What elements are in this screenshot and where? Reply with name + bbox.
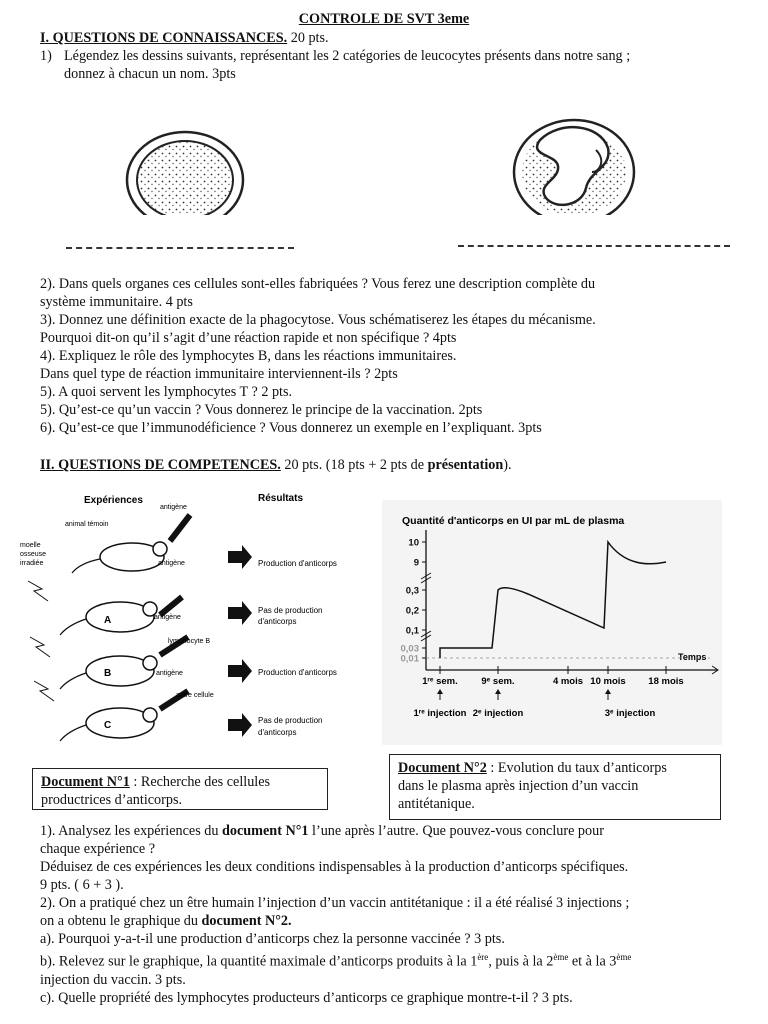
y-tick-label: 10 (408, 537, 419, 549)
label-lymphocyte-b: lymphocyte B (168, 638, 211, 645)
text: , puis à la 2 (488, 953, 554, 970)
part2-q1-line3: Déduisez de ces expériences les deux conditions indispensables à la production d’anticorps spécifiques. (40, 859, 629, 875)
injection-label: 1ʳᵉ injection (413, 708, 467, 719)
y-tick-label: 0,03 (400, 643, 419, 655)
label-line-left (66, 247, 294, 249)
label-line-right (458, 245, 730, 247)
part2-q2-line2 (40, 912, 760, 930)
document2-caption-title: Document N°2 (398, 760, 487, 776)
section1-points: 20 pts. (287, 30, 329, 46)
question-line: 4). Expliquez le rôle des lymphocytes B, dans les réactions immunitaires. (40, 348, 457, 364)
result-4-line1: Pas de production (258, 716, 323, 725)
part2-q1-line4: 9 pts. ( 6 + 3 ). (40, 877, 124, 893)
lymphocyte-drawing (127, 132, 243, 215)
result-3: Production d'anticorps (258, 668, 337, 677)
x-tick-label: 10 mois (590, 676, 626, 687)
question-line: 5). Qu’est-ce qu’un vaccin ? Vous donnerez le principe de la vaccination. 2pts (40, 402, 483, 418)
y-tick-label: 9 (413, 557, 419, 569)
y-tick-label: 0,1 (405, 625, 419, 637)
questions-list (40, 275, 740, 437)
question-line: 5). A quoi servent les lymphocytes T ? 2 pts. (40, 384, 293, 400)
part2-qa: a). Pourquoi y-a-t-il une production d’anticorps chez la personne vaccinée ? 3 pts. (40, 931, 505, 947)
document1-figure (20, 485, 365, 755)
chart-title: Quantité d'anticorps en UI par mL de plasma (402, 515, 625, 527)
question-1 (40, 47, 730, 83)
text: b). Relevez sur le graphique, la quantité maximale d’anticorps produits à la 1 (40, 953, 478, 970)
label-antigene-top: antigène (160, 504, 187, 511)
x-tick-label: 18 mois (648, 676, 684, 687)
label-moelle-1: moelle (20, 542, 41, 549)
part2-q1-line1 (40, 822, 760, 840)
page-title: CONTROLE DE SVT 3eme (298, 11, 470, 27)
text-bold: document N°2. (201, 913, 292, 929)
part2-qb-line1 (40, 948, 760, 971)
label-antigene-3: antigène (156, 670, 183, 677)
y-tick-label: 0,01 (400, 653, 419, 665)
document1-caption-text: : Recherche des cellules (129, 774, 271, 790)
y-tick-label: 0,3 (405, 585, 419, 597)
label-moelle-3: irradiée (20, 560, 44, 567)
document2-caption-line3: antitétanique. (398, 796, 475, 812)
part2-q1-line2: chaque expérience ? (40, 841, 155, 857)
granulocyte-drawing (514, 120, 634, 215)
label-animal-temoin: animal témoin (65, 521, 109, 528)
part2-qc: c). Quelle propriété des lymphocytes producteurs d’anticorps ce graphique montre-t-il ? 3 pts. (40, 989, 573, 1006)
part2-q2-line1: 2). On a pratiqué chez un être humain l’injection d’un vaccin antitétanique : il a été réalisé 3 injections ; (40, 895, 630, 911)
label-antigene-1: antigène (158, 560, 185, 567)
injection-label: 3ᵉ injection (604, 708, 656, 719)
irradiation-symbol (28, 581, 48, 601)
leucocyte-drawings (0, 110, 768, 215)
x-tick-label: 9ᵉ sem. (481, 676, 515, 687)
question-1-line1: Légendez les dessins suivants, représentant les 2 catégories de leucocytes présents dans notre sang ; (64, 48, 631, 64)
document1-caption-line2: productrices d’anticorps. (41, 792, 183, 808)
document1-caption-title: Document N°1 (41, 774, 130, 790)
document2-caption-line2: dans le plasma après injection d’un vaccin (398, 778, 639, 794)
mouse-c-label: C (104, 720, 112, 731)
question-line: 2). Dans quels organes ces cellules sont-elles fabriquées ? Vous ferez une description complète du (40, 276, 596, 292)
document2-caption (389, 754, 721, 820)
document1-caption (32, 768, 328, 810)
section2-points: 20 pts. (18 pts + 2 pts de (280, 457, 428, 473)
document2-caption-text: : Evolution du taux d’anticorps (486, 760, 667, 776)
result-1: Production d'anticorps (258, 559, 337, 568)
mouse-b-label: B (104, 668, 112, 679)
part2-questions (40, 822, 760, 1007)
part2-qb-line2: injection du vaccin. 3 pts. (40, 971, 186, 988)
col-experiences: Expériences (84, 495, 143, 506)
section2-close: ). (503, 457, 512, 473)
y-tick-label: 0,2 (405, 605, 419, 617)
label-autre-cellule: autre cellule (176, 692, 214, 699)
text: et à la 3 (568, 953, 617, 970)
question-line: Dans quel type de réaction immunitaire interviennent-ils ? 2pts (40, 366, 398, 382)
section2-presentation: présentation (427, 457, 504, 473)
section1-heading (40, 29, 329, 47)
col-resultats: Résultats (258, 493, 304, 504)
result-4-line2: d'anticorps (258, 728, 297, 737)
question-1-line2: donnez à chacun un nom. 3pts (64, 66, 236, 82)
irradiation-symbol (30, 637, 50, 657)
section2-heading (40, 456, 512, 474)
text-bold: document N°1 (222, 823, 309, 839)
section2-title: II. QUESTIONS DE COMPETENCES. (40, 457, 281, 473)
question-1-number: 1) (40, 48, 52, 64)
x-tick-label: 4 mois (552, 676, 584, 687)
sup: ème (616, 952, 632, 962)
text: l’une après l’autre. Que pouvez-vous conclure pour (308, 823, 604, 839)
sup: ère (477, 952, 489, 962)
chart-xlabel: Temps (678, 652, 707, 662)
sup: ème (553, 952, 569, 962)
result-2-line2: d'anticorps (258, 617, 297, 626)
mouse-a-label: A (104, 615, 112, 626)
question-line: 3). Donnez une définition exacte de la phagocytose. Vous schématiserez les étapes du mécanisme. (40, 312, 596, 328)
label-antigene-2: antigène (154, 614, 181, 621)
label-moelle-2: osseuse (20, 551, 47, 558)
result-2-line1: Pas de production (258, 606, 323, 615)
question-line: 6). Qu’est-ce que l’immunodéficience ? Vous donnerez un exemple en l’expliquant. 3pts (40, 420, 542, 436)
question-line: système immunitaire. 4 pts (40, 294, 193, 310)
result-arrows (228, 545, 252, 737)
injection-label: 2ᵉ injection (472, 708, 524, 719)
section1-title: I. QUESTIONS DE CONNAISSANCES. (40, 30, 288, 46)
x-tick-label: 1ʳᵉ sem. (422, 676, 458, 687)
text: 1). Analysez les expériences du (40, 823, 223, 839)
irradiation-symbol (34, 681, 54, 701)
question-line: Pourquoi dit-on qu’il s’agit d’une réaction rapide et non spécifique ? 4pts (40, 330, 457, 346)
text: on a obtenu le graphique du (40, 913, 202, 929)
antibody-chart (382, 500, 722, 745)
